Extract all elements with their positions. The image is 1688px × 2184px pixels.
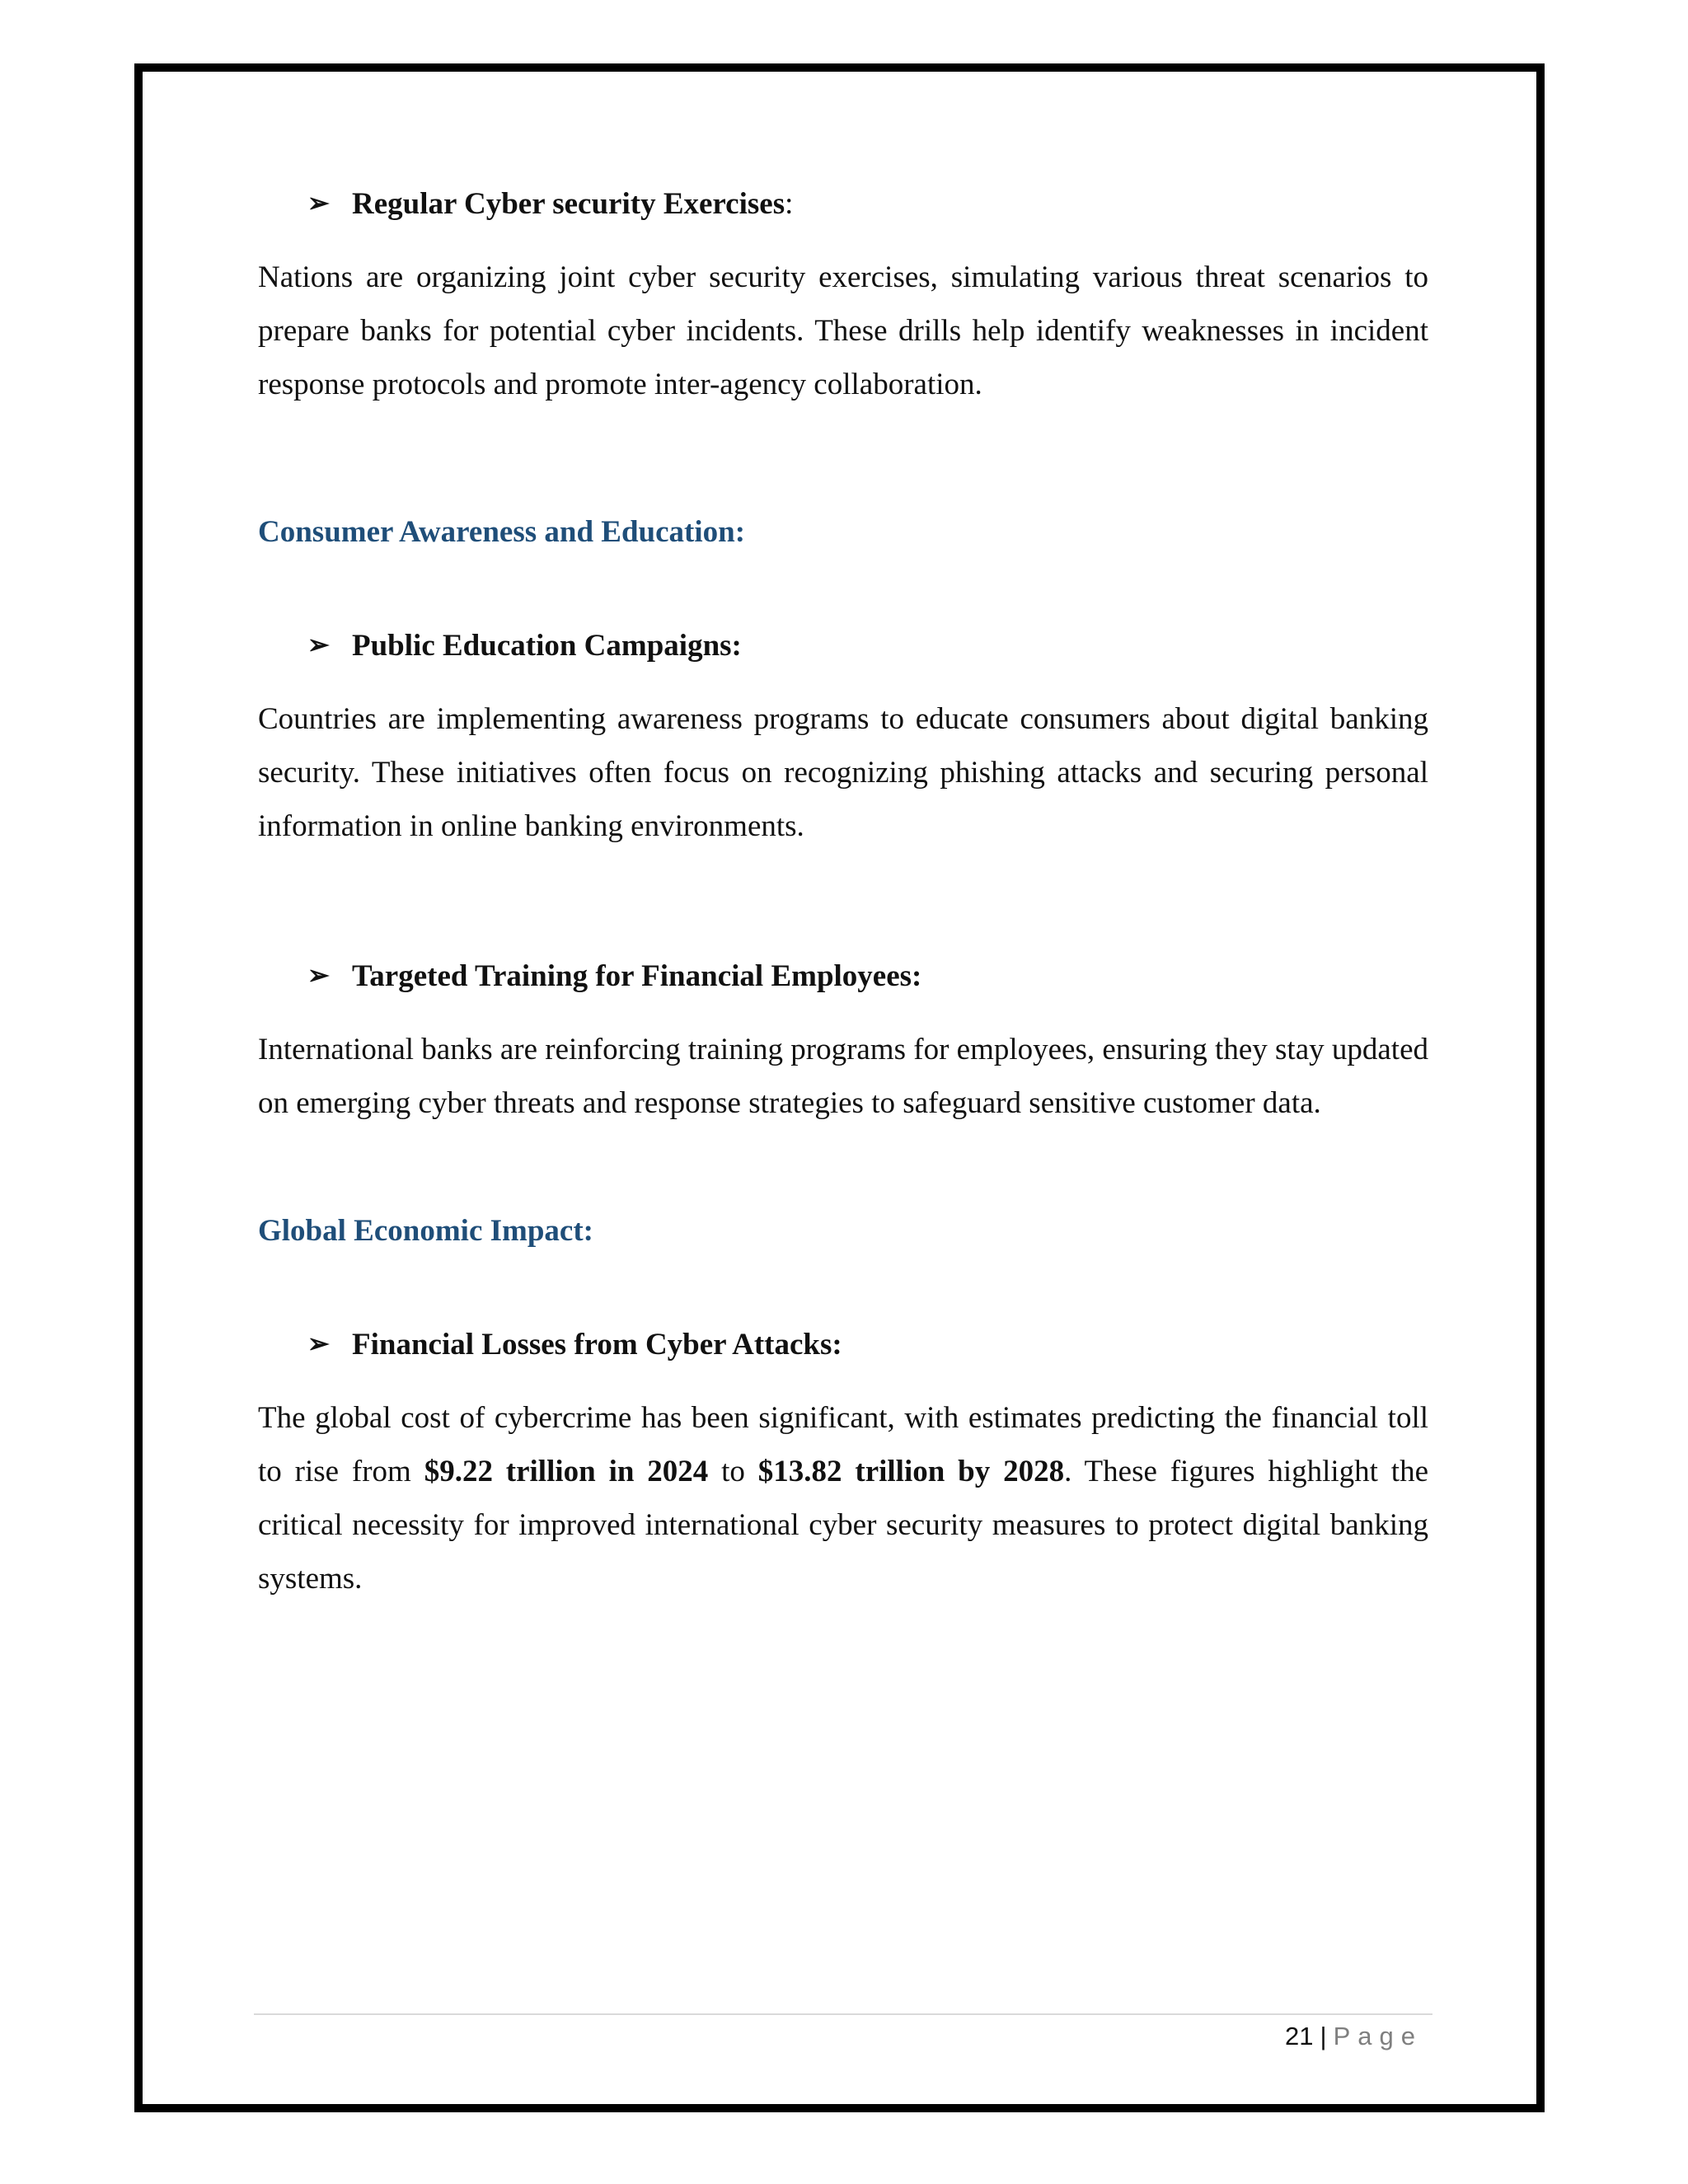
paragraph-text: The global cost of cybercrime has been significant, with estimates predicting the financial toll to rise from <box>258 1401 1428 1488</box>
paragraph-public-education: Countries are implementing awareness programs to educate consumers about digital banking security. These initiatives often focus on recognizing phishing attacks and securing personal information in online banking environments. <box>258 702 1428 843</box>
heading-colon: : <box>785 187 794 221</box>
figure-2024: $9.22 trillion in 2024 <box>424 1455 709 1488</box>
paragraph-targeted-training: International banks are reinforcing training programs for employees, ensuring they stay updated on emerging cyber threats and response strategies to safeguard sensitive customer data. <box>258 1033 1428 1120</box>
heading-text: Targeted Training for Financial Employees: <box>352 959 922 993</box>
bullet-heading-financial-losses <box>307 1324 842 1365</box>
arrow-bullet-icon: ➢ <box>307 1329 330 1358</box>
bullet-heading-public-education <box>307 625 742 666</box>
section-title-consumer-awareness: Consumer Awareness and Education: <box>258 515 746 549</box>
paragraph-financial-losses <box>258 1391 1428 1605</box>
bullet-heading-targeted-training <box>307 955 921 996</box>
figure-2028: $13.82 trillion by 2028 <box>757 1455 1065 1488</box>
footer-divider <box>254 2013 1432 2015</box>
arrow-bullet-icon: ➢ <box>307 630 330 659</box>
paragraph-text: . These figures highlight the critical necessity for improved international cyber security measures to protect digital banking systems. <box>258 1455 1429 1596</box>
section-title-global-economic-impact: Global Economic Impact: <box>258 1214 593 1248</box>
arrow-bullet-icon: ➢ <box>307 960 330 990</box>
footer-separator: | <box>1320 2022 1327 2050</box>
arrow-bullet-icon: ➢ <box>307 188 330 218</box>
page-label: Page <box>1333 2022 1423 2050</box>
heading-text: Regular Cyber security Exercises <box>352 187 785 221</box>
page-number: 21 <box>1285 2022 1314 2050</box>
paragraph-text: to <box>708 1455 758 1488</box>
paragraph-cyber-exercises: Nations are organizing joint cyber security exercises, simulating various threat scenarios to prepare banks for potential cyber incidents. These drills help identify weaknesses in incident response protocols and promote inter-agency collaboration. <box>258 260 1428 401</box>
page-footer <box>1285 2019 1423 2054</box>
heading-text: Financial Losses from Cyber Attacks: <box>352 1328 842 1361</box>
heading-text: Public Education Campaigns: <box>352 629 742 663</box>
bullet-heading-cyber-exercises <box>307 183 793 224</box>
